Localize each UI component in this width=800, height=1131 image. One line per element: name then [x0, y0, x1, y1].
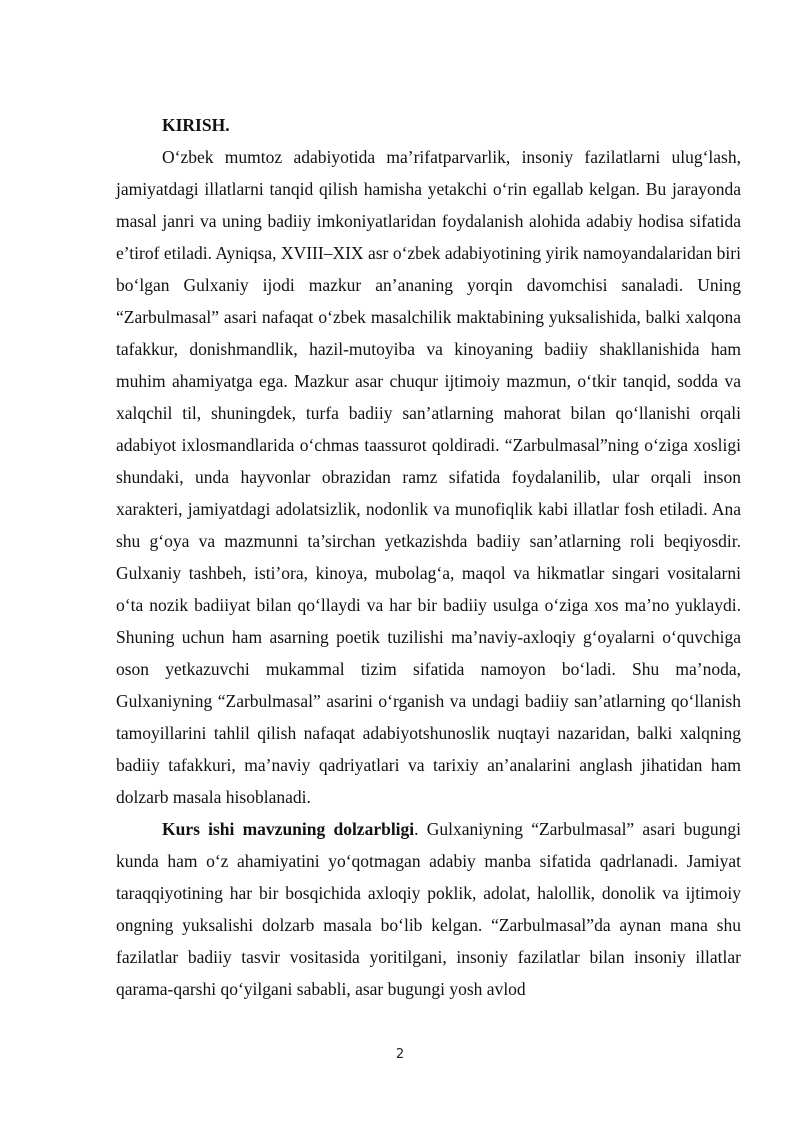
page-number: 2 — [395, 1047, 405, 1062]
document-body — [116, 109, 741, 1005]
relevance-paragraph — [116, 813, 741, 1005]
section-heading: KIRISH. — [162, 115, 230, 135]
intro-paragraph: O‘zbek mumtoz adabiyotida ma’rifatparvarlik, insoniy fazilatlarni ulug‘lash, jamiyatdagi illatlarni tanqid qilish hamisha yetakchi o‘rin egallab kelgan. Bu jarayonda masal janri va uning badiiy imkoniyatlaridan foydalanish alohida adabiy hodisa sifatida e’tirof etiladi. Ayniqsa, XVIII–XIX asr o‘zbek adabiyotining yirik namoyandalaridan biri bo‘lgan Gulxaniy ijodi mazkur an’ananing yorqin davomchisi sanaladi. Uning “Zarbulmasal” asari nafaqat o‘zbek masalchilik maktabining yuksalishida, balki xalqona tafakkur, donishmandlik, hazil-mutoyiba va kinoyaning badiiy shakllanishida ham muhim ahamiyatga ega. Mazkur asar chuqur ijtimoiy mazmun, o‘tkir tanqid, sodda va xalqchil til, shuningdek, turfa badiiy san’atlarning mahorat bilan qo‘llanishi orqali adabiyot ixlosmandlarida o‘chmas taassurot qoldiradi. “Zarbulmasal”ning o‘ziga xosligi shundaki, unda hayvonlar obrazidan ramz sifatida foydalanilib, ular orqali inson xarakteri, jamiyatdagi adolatsizlik, nodonlik va munofiqlik kabi illatlar fosh etiladi. Ana shu g‘oya va mazmunni ta’sirchan yetkazishda badiiy san’atlarning roli beqiyosdir. Gulxaniy tashbeh, isti’ora, kinoya, mubolag‘a, maqol va hikmatlar singari vositalarni o‘ta nozik badiiyat bilan qo‘llaydi va har bir badiiy usulga o‘ziga xos ma’no yuklaydi. Shuning uchun ham asarning poetik tuzilishi ma’naviy-axloqiy g‘oyalarni o‘quvchiga oson yetkazuvchi mukammal tizim sifatida namoyon bo‘ladi. Shu ma’noda, Gulxaniyning “Zarbulmasal” asarini o‘rganish va undagi badiiy san’atlarning qo‘llanish tamoyillarini tahlil qilish nafaqat adabiyotshunoslik nuqtayi nazaridan, balki xalqning badiiy tafakkuri, ma’naviy qadriyatlari va tarixiy an’analarini anglash jihatidan ham dolzarb masala hisoblanadi. — [116, 147, 741, 807]
relevance-lead: Kurs ishi mavzuning dolzarbligi — [162, 819, 415, 839]
relevance-body: . Gulxaniyning “Zarbulmasal” asari bugungi kunda ham o‘z ahamiyatini yo‘qotmagan adabiy manba sifatida qadrlanadi. Jamiyat taraqqiyotining har bir bosqichida axloqiy poklik, adolat, halollik, donolik va ijtimoiy ongning yuksalishi dolzarb masala bo‘lib kelgan. “Zarbulmasal”da aynan mana shu fazilatlar badiiy tasvir vositasida yoritilgani, insoniy fazilatlar bilan insoniy illatlar qarama-qarshi qo‘yilgani sababli, asar bugungi yosh avlod — [116, 819, 742, 999]
